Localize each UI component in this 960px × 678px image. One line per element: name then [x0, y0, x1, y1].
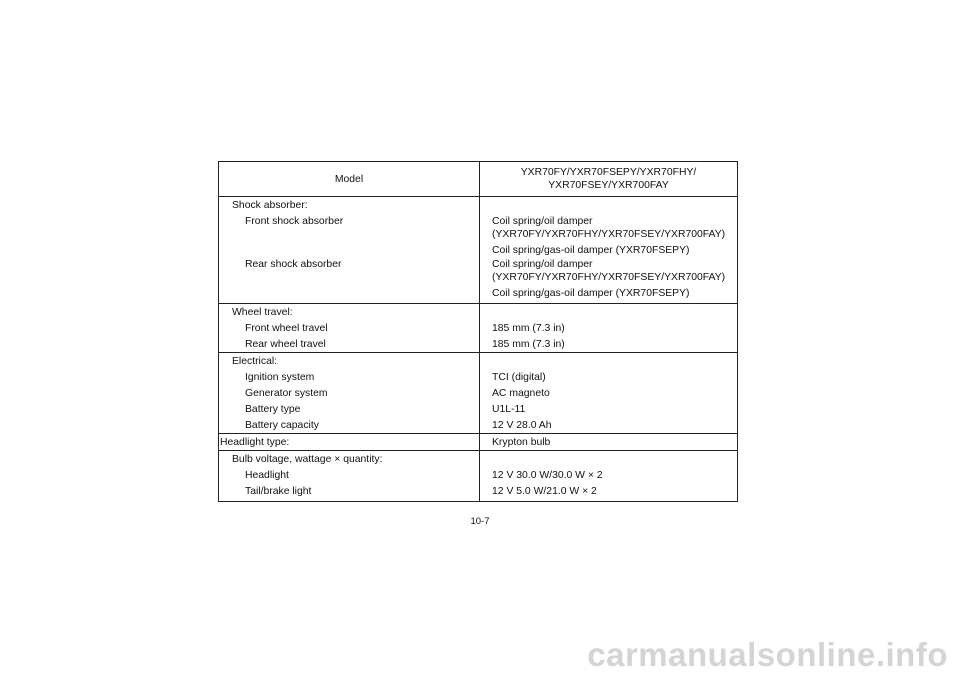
table-row [219, 483, 737, 501]
table-row [219, 417, 737, 433]
table-row [219, 369, 737, 385]
model-value-line-2: YXR70FSEY/YXR700FAY [548, 180, 669, 191]
table-row [219, 196, 737, 213]
generator-system-label: Generator system [219, 385, 480, 401]
headlight-bulb-value: 12 V 30.0 W/30.0 W × 2 [492, 470, 603, 481]
table-row [219, 467, 737, 483]
table-row [219, 303, 737, 320]
table-row [219, 213, 737, 258]
table-row [219, 385, 737, 401]
spec-table [218, 161, 738, 502]
ignition-system-label: Ignition system [219, 369, 480, 385]
table-row [219, 320, 737, 336]
rear-wheel-travel-value: 185 mm (7.3 in) [492, 339, 565, 350]
model-value [480, 162, 737, 196]
battery-type-label: Battery type [219, 401, 480, 417]
wheel-travel-title: Wheel travel: [219, 304, 480, 320]
rear-shock-label: Rear shock absorber [219, 258, 480, 303]
page-number: 10-7 [470, 516, 490, 527]
headlight-type-value: Krypton bulb [492, 437, 551, 448]
battery-capacity-value: 12 V 28.0 Ah [492, 420, 552, 431]
ignition-system-value: TCI (digital) [492, 372, 546, 383]
tail-brake-light-label: Tail/brake light [219, 483, 480, 501]
table-row [219, 336, 737, 352]
bulb-title: Bulb voltage, wattage × quantity: [219, 451, 480, 467]
front-shock-label: Front shock absorber [219, 213, 480, 258]
front-wheel-travel-value: 185 mm (7.3 in) [492, 323, 565, 334]
shock-absorber-title: Shock absorber: [219, 197, 480, 213]
table-row [219, 401, 737, 417]
model-label: Model [219, 162, 480, 196]
headlight-bulb-label: Headlight [219, 467, 480, 483]
table-row [219, 450, 737, 467]
watermark: carmanualsonline.info [587, 636, 948, 673]
table-row [219, 258, 737, 303]
tail-brake-light-value: 12 V 5.0 W/21.0 W × 2 [492, 486, 597, 497]
model-value-line-1: YXR70FY/YXR70FSEPY/YXR70FHY/ [520, 167, 697, 178]
front-shock-value: Coil spring/oil damper (YXR70FY/YXR70FHY/YXR70FSEY/YXR700FAY) Coil spring/gas-oil damper (YXR70FSEPY) [492, 216, 726, 256]
electrical-title: Electrical: [219, 353, 480, 369]
table-header-row [219, 162, 737, 196]
battery-type-value: U1L-11 [492, 404, 526, 415]
rear-wheel-travel-label: Rear wheel travel [219, 336, 480, 352]
battery-capacity-label: Battery capacity [219, 417, 480, 433]
table-row [219, 433, 737, 450]
headlight-type-label: Headlight type: [219, 434, 480, 450]
generator-system-value: AC magneto [492, 388, 550, 399]
front-wheel-travel-label: Front wheel travel [219, 320, 480, 336]
rear-shock-value: Coil spring/oil damper (YXR70FY/YXR70FHY/YXR70FSEY/YXR700FAY) Coil spring/gas-oil damper (YXR70FSEPY) [492, 259, 726, 299]
table-row [219, 352, 737, 369]
